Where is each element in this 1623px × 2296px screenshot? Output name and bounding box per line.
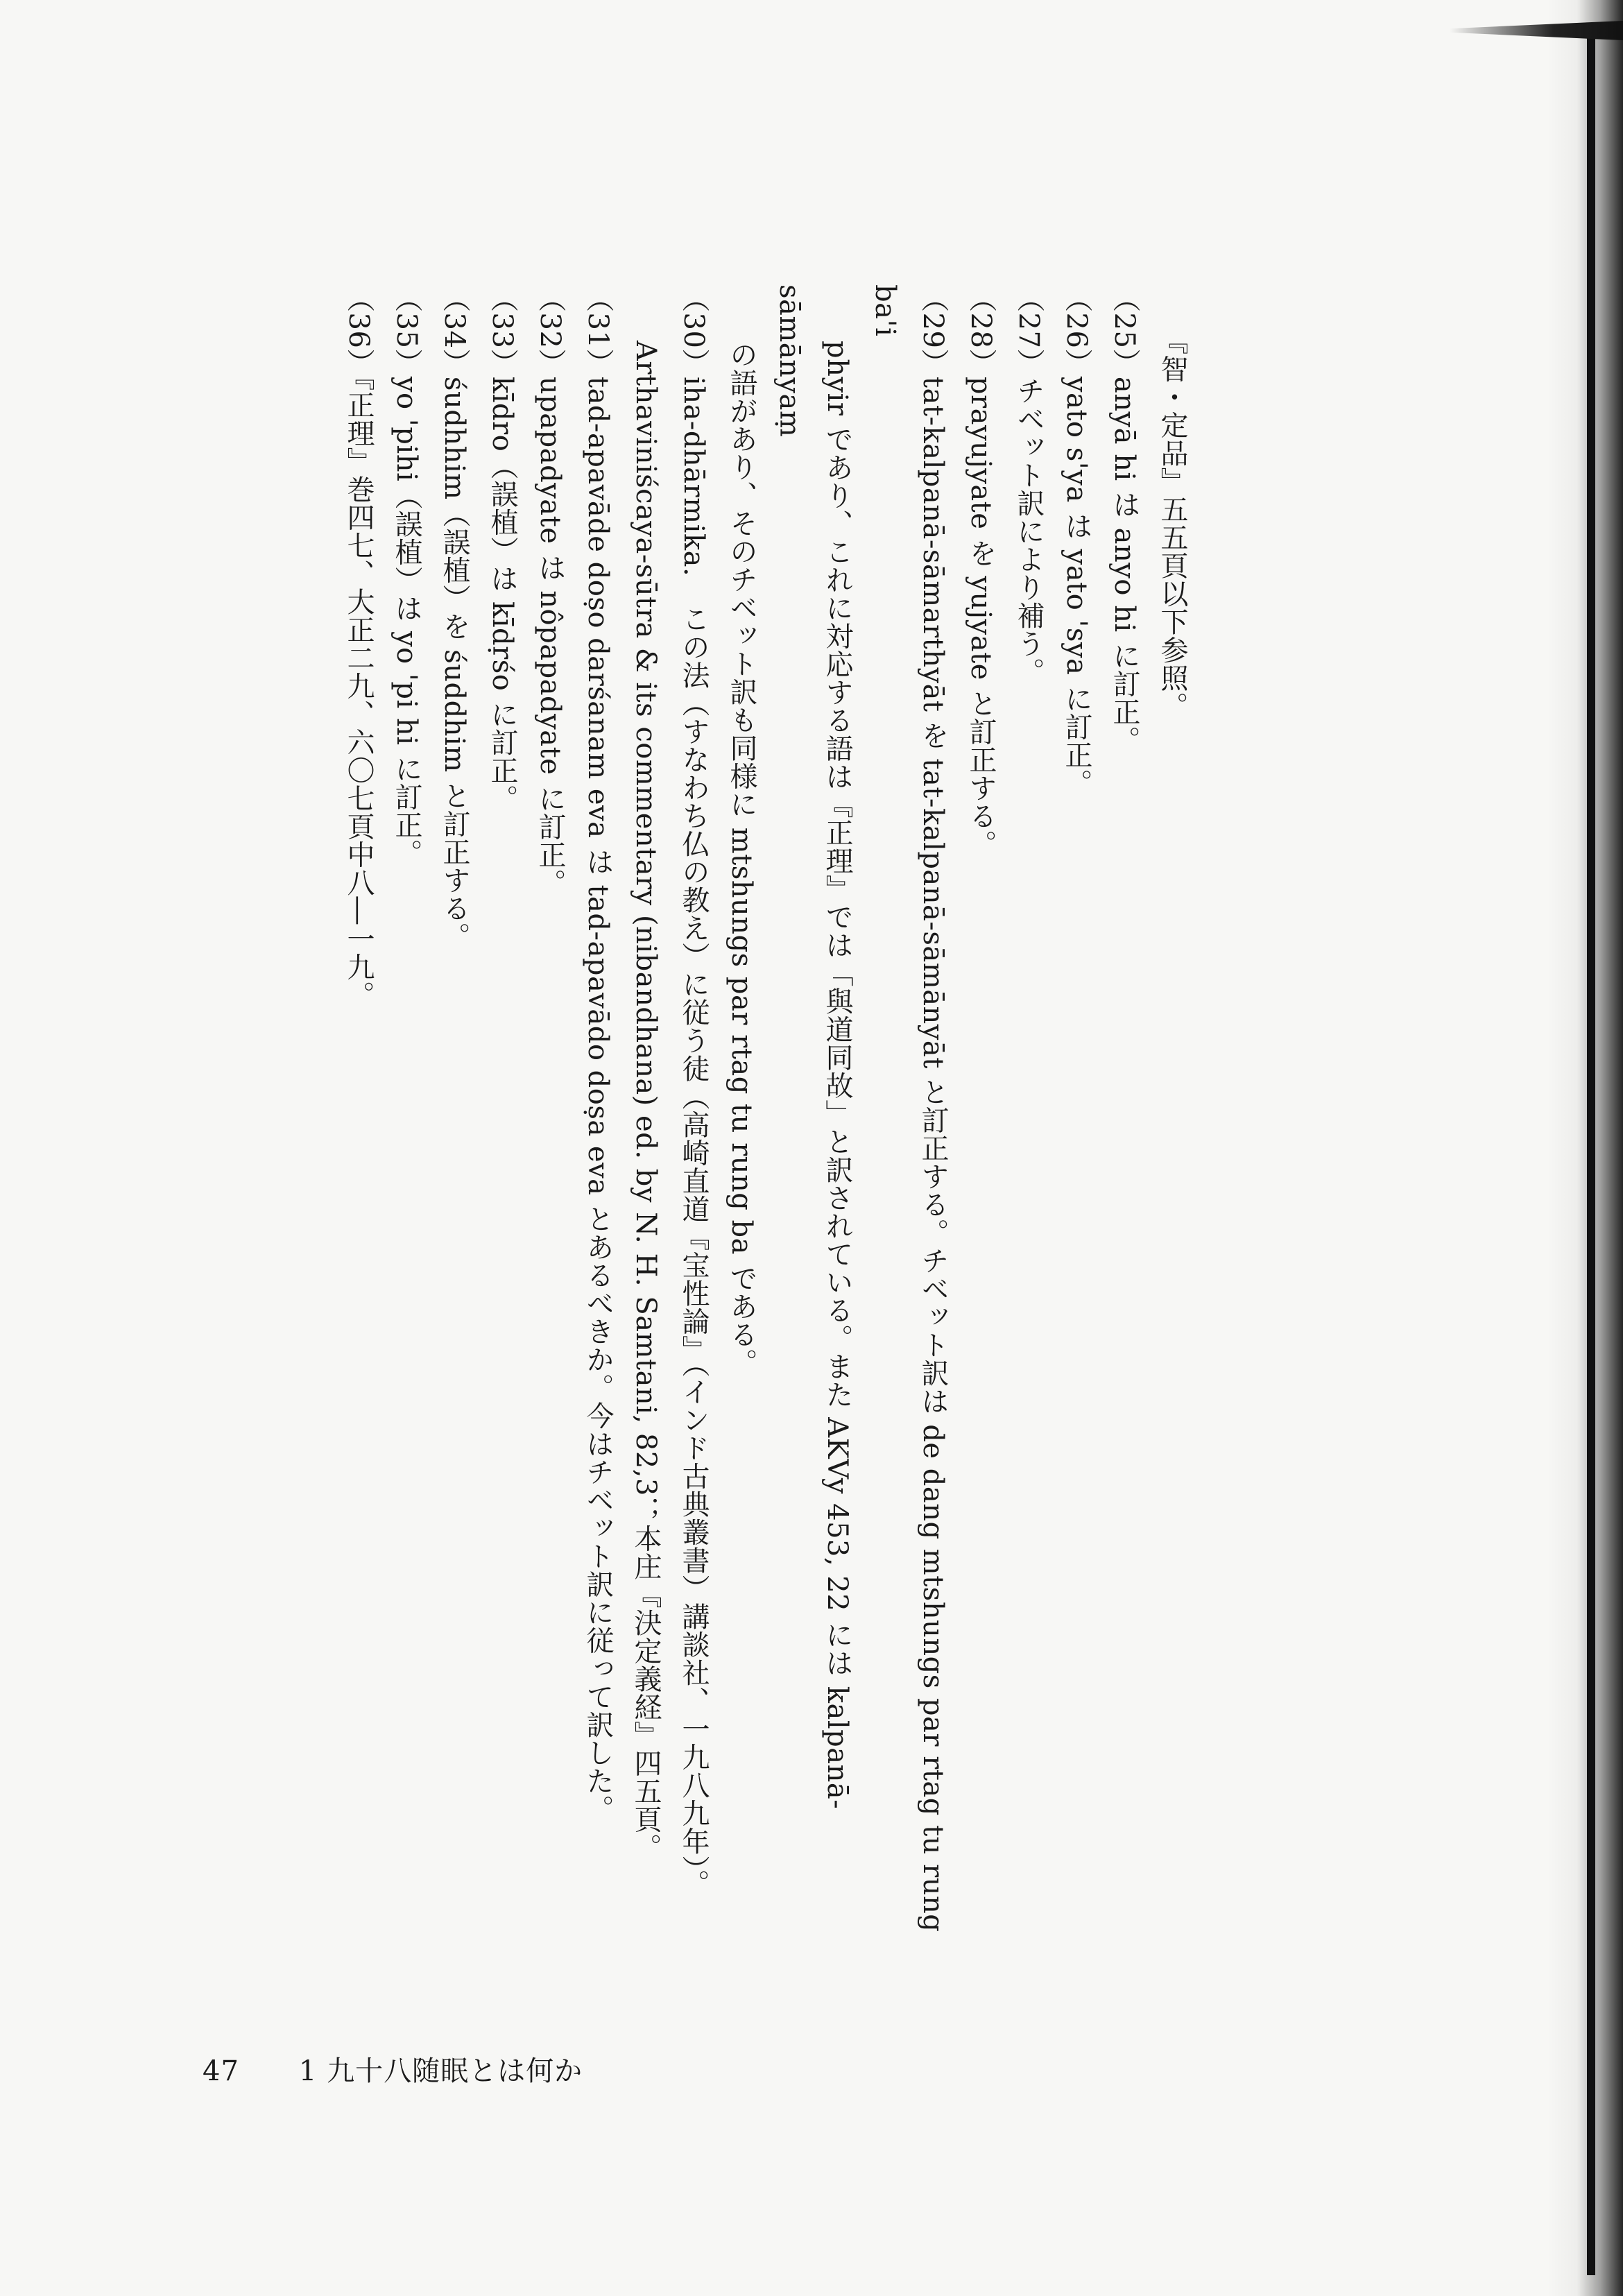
footnote-line: Arthaviniścaya-sūtra & its commentary (nibandhana) ed. by N. H. Samtani, 82,3；本庄『決定義経』四五頁。 xyxy=(630,284,662,1862)
binding-top-mark xyxy=(1450,21,1623,40)
binding-line xyxy=(1587,28,1595,2275)
footnote-line: （30）iha-dhārmika. この法（すなわち仏の教え）に従う徒（高崎直道『宝性論』（インド古典叢書）講談社、一九八九年）。 xyxy=(678,284,710,1898)
footnote-line: （29）tat-kalpanā-sāmarthyāt を tat-kalpanā-sāmānyāt と訂正する。チベット訳は de dang mtshungs par rtag tu rung ba'i xyxy=(869,284,949,1942)
page-footer xyxy=(203,2049,583,2089)
footnote-line: （31）tad-apavāde doṣo darśanam eva は tad-apavādo doṣa eva とあるべきか。今はチベット訳に従って訳した。 xyxy=(582,284,614,1823)
footnote-line: （33）kīdro（誤植）は kīdṛśo に訂正。 xyxy=(486,284,518,813)
footnote-line: phyir であり、これに対応する語は『正理』では「與道同故」と訳されている。また AKVy 453, 22 には kalpanā-sāmānyaṃ xyxy=(773,284,853,1810)
footnote-line: （34）śudhhim（誤植）を śuddhim と訂正する。 xyxy=(438,284,470,950)
footnote-list xyxy=(334,284,1196,1949)
footnote-line: 『智・定品』五五頁以下参照。 xyxy=(1156,284,1188,720)
running-title: 1 九十八随眠とは何か xyxy=(298,2055,583,2087)
page-number: 47 xyxy=(203,2055,239,2087)
footnote-line: （26）yato s'ya は yato 'sya に訂正。 xyxy=(1060,284,1092,797)
footnote-line: （36）『正理』巻四七、大正二九、六〇七頁中八―一九。 xyxy=(343,284,375,1009)
binding-shadow xyxy=(1547,0,1623,2296)
footnote-line: の語があり、そのチベット訳も同様に mtshungs par rtag tu rung ba である。 xyxy=(725,284,757,1377)
footnote-line: （25）anyā hi は anyo hi に訂正。 xyxy=(1108,284,1140,754)
footnote-line: （35）yo 'pihi（誤植）は yo 'pi hi に訂正。 xyxy=(390,284,422,867)
footnote-line: （27）チベット訳により補う。 xyxy=(1013,284,1045,686)
footnote-line: （32）upapadyate は nôpapadyate に訂正。 xyxy=(534,284,566,897)
footnote-line: （28）prayujyate を yujyate と訂正する。 xyxy=(965,284,997,859)
